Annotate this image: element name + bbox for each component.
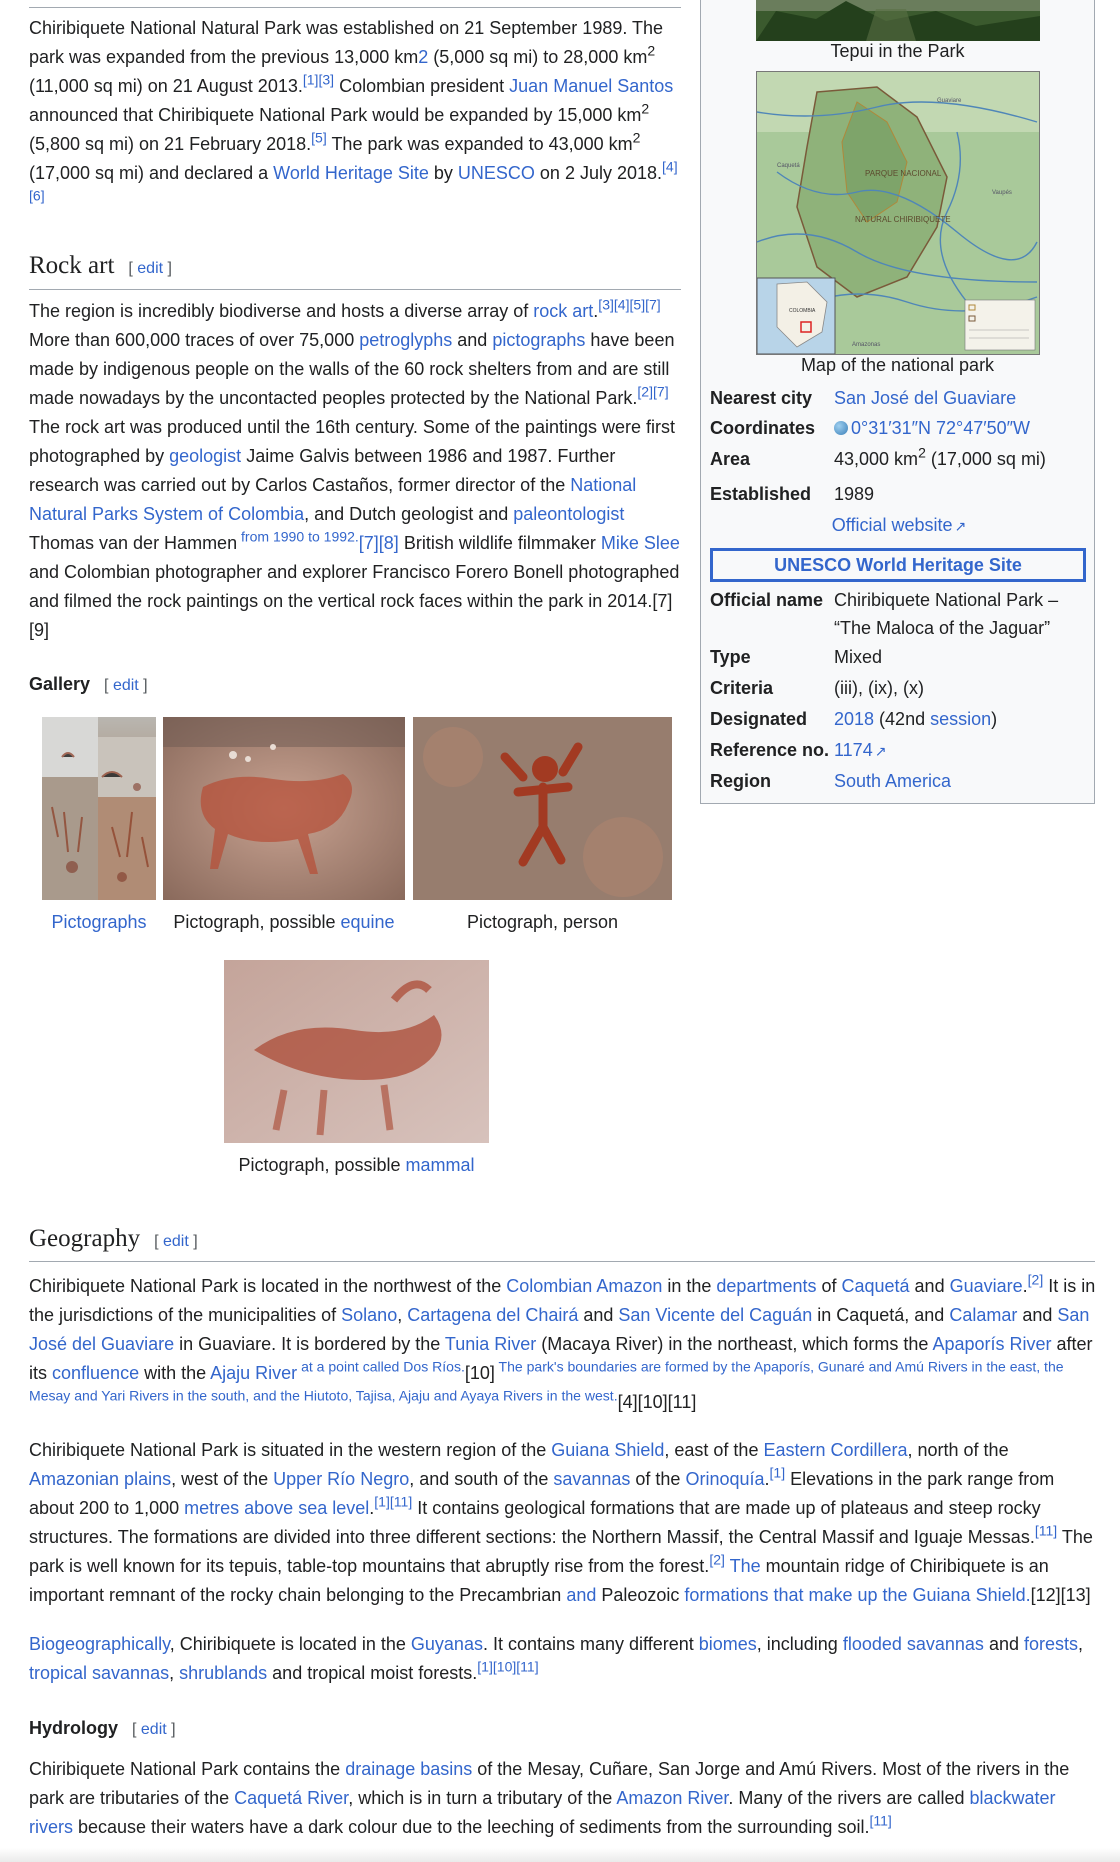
rock-art-title: Rock art — [29, 252, 115, 279]
inline-link[interactable]: [7][8] — [358, 533, 399, 553]
text-run: and — [578, 1305, 619, 1325]
text-run: The region is incredibly biodiverse and hosts a diverse array of — [29, 301, 534, 321]
section-rule — [29, 7, 681, 8]
text-run: The park is well known for its tepuis, table-top mountains that abruptly rise from the forest. — [29, 1527, 1093, 1576]
text-run: Precambrian — [459, 1585, 562, 1605]
external-link-icon: ↗ — [874, 743, 887, 759]
unesco-header-link[interactable]: UNESCO World Heritage Site — [774, 555, 1022, 575]
text-run: (5,000 sq mi) to 28,000 km — [428, 47, 648, 67]
inline-link[interactable]: Caquetá River — [234, 1788, 349, 1808]
coordinates-link[interactable]: 0°31′31″N 72°47′50″W — [851, 418, 1030, 438]
text-run: of — [816, 1276, 842, 1296]
map-label-chiribiquete: NATURAL CHIRIBIQUETE — [855, 215, 951, 224]
text-run: announced that Chiribiquete National Park would be expanded by 15,000 km — [29, 105, 642, 125]
citation-ref[interactable]: [11] — [869, 1812, 892, 1829]
inline-link[interactable]: Solano — [341, 1305, 398, 1325]
text-run: , west of the — [171, 1469, 274, 1489]
inline-link[interactable]: drainage basins — [345, 1759, 473, 1779]
gallery-image-person[interactable] — [413, 717, 672, 900]
text-run: after its — [29, 1334, 1093, 1383]
text-run: and — [983, 1634, 1024, 1654]
official-website-link[interactable]: Official website — [831, 515, 953, 535]
inline-link[interactable]: metres above sea level — [184, 1498, 370, 1518]
citation-ref[interactable]: [1][11] — [374, 1493, 413, 1510]
text-run: It contains geological formations that are made up of plateaus and steep rocky structures. The formations are divided into three different sections: the Northern Massif, the Central Massif and Iguaje Messas. — [29, 1498, 1041, 1547]
citation-ref[interactable]: [2] — [709, 1551, 725, 1568]
inline-link[interactable]: Eastern Cordillera — [763, 1440, 908, 1460]
inline-link[interactable]: San José del Guaviare — [29, 1305, 1090, 1354]
gallery-image-pictographs[interactable] — [42, 717, 156, 900]
text-run: . Many of the rivers are called — [728, 1788, 970, 1808]
text-run: , and south of the — [409, 1469, 554, 1489]
inline-link[interactable]: Calamar — [949, 1305, 1018, 1325]
citation-ref[interactable]: from 1990 to 1992. — [237, 528, 359, 545]
gallery-image-equine[interactable] — [163, 717, 405, 900]
text-run: of the — [630, 1469, 686, 1489]
text-run: [12][13] — [1030, 1585, 1091, 1605]
text-run: , — [397, 1305, 408, 1325]
inline-link[interactable]: World Heritage Site — [273, 163, 429, 183]
text-run: , and Dutch geologist and — [304, 504, 514, 524]
map-label-nacional: PARQUE NACIONAL — [865, 169, 942, 178]
citation-ref[interactable]: [1][3] — [302, 71, 335, 88]
inline-link[interactable]: and — [561, 1585, 602, 1605]
inline-link[interactable]: flooded savannas — [842, 1634, 984, 1654]
citation-ref[interactable]: [4][6] — [29, 158, 678, 204]
inline-link[interactable]: geologist — [169, 446, 242, 466]
inline-link[interactable]: Amazon River — [616, 1788, 729, 1808]
text-run: The rock art was produced until the 16th century. Some of the paintings were first photographed by — [29, 417, 675, 466]
inline-link[interactable]: departments — [716, 1276, 817, 1296]
citation-ref[interactable]: [5] — [311, 129, 327, 146]
designated-year-link[interactable]: 2018 — [834, 709, 875, 729]
pictographs-link[interactable]: Pictographs — [51, 912, 147, 932]
inline-link[interactable]: Cartagena del Chairá — [407, 1305, 579, 1325]
text-run: of Chiribiquete is an important remnant of the rocky chain belonging to the — [29, 1556, 1049, 1605]
text-run: (17,000 sq mi) and declared a — [29, 163, 274, 183]
text-run: and tropical moist forests. — [267, 1663, 478, 1683]
inline-link[interactable]: 2 — [418, 47, 429, 67]
inline-link[interactable]: shrublands — [179, 1663, 268, 1683]
geography-paragraph-3 — [29, 1630, 1099, 1688]
inline-link[interactable]: Caquetá — [841, 1276, 910, 1296]
text-run: (11,000 sq mi) on 21 August 2013. — [29, 76, 303, 96]
text-run: , east of the — [664, 1440, 764, 1460]
text-run: Elevations in the park range from about 200 to 1,000 — [29, 1469, 1055, 1518]
text-run: , — [1078, 1634, 1084, 1654]
hydrology-heading: Hydrology [ edit ] — [29, 1718, 176, 1738]
inline-link[interactable]: Tunia River — [444, 1334, 537, 1354]
inline-link[interactable]: Juan Manuel Santos — [509, 76, 674, 96]
citation-ref[interactable]: [1] — [769, 1464, 786, 1481]
citation-ref[interactable]: [2][7] — [637, 383, 669, 400]
inline-link[interactable]: National Natural Parks System of Colombia — [29, 475, 637, 524]
inline-link[interactable]: tropical savannas — [29, 1663, 170, 1683]
geography-title: Geography — [29, 1225, 141, 1252]
inline-link[interactable]: Ajaju River — [210, 1363, 298, 1383]
text-run: because their waters have a dark colour due to the leeching of sediments from the surrounding soil. — [73, 1817, 870, 1837]
text-run: (5,800 sq mi) on 21 February 2018. — [29, 134, 312, 154]
gallery-title: Gallery — [29, 674, 91, 694]
inline-link[interactable]: Orinoquía — [685, 1469, 765, 1489]
scroll-shadow — [0, 1848, 1120, 1862]
citation-ref[interactable]: The park's boundaries are formed by the Apaporís, Gunaré and Amú Rivers in the east, the Mesay and Yari Rivers in the south, and the Hiutoto, Tajisa, Ajaju and Ayaya Rivers in the west. — [29, 1358, 1064, 1404]
citation-ref[interactable]: [3][4][5][7] — [598, 296, 661, 313]
superscript: 2 — [641, 100, 650, 117]
gallery-edit-link[interactable]: edit — [112, 677, 139, 694]
text-run: and Colombian photographer and explorer Francisco Forero Bonell photographed and filmed the rock paintings on the vertical rock faces within the park in 2014. — [29, 562, 680, 611]
gallery-image-mammal[interactable] — [224, 960, 489, 1143]
infobox-map-caption: Map of the national park — [800, 355, 995, 375]
inline-link[interactable]: confluence — [52, 1363, 140, 1383]
inline-link[interactable]: biomes — [698, 1634, 757, 1654]
mammal-link[interactable]: mammal — [405, 1155, 475, 1175]
inline-link[interactable]: formations that make up the Guiana Shield. — [679, 1585, 1031, 1605]
equine-link[interactable]: equine — [340, 912, 395, 932]
inline-link[interactable]: Guyanas — [410, 1634, 483, 1654]
text-run: Thomas van der Hammen — [29, 533, 238, 553]
text-run: . It contains many different — [482, 1634, 699, 1654]
citation-ref[interactable]: [11] — [1034, 1522, 1058, 1539]
hydrology-paragraph — [29, 1755, 1099, 1842]
inline-link[interactable]: Apaporís River — [932, 1334, 1052, 1354]
inline-link[interactable]: Amazonian plains — [29, 1469, 172, 1489]
text-run: mountain ridge — [765, 1556, 885, 1576]
text-run: Colombian president — [334, 76, 510, 96]
text-run: The park was expanded to 43,000 km — [326, 134, 633, 154]
text-run: [4][10][11] — [617, 1392, 697, 1412]
reference-link[interactable]: 1174 — [834, 740, 873, 760]
text-run: . — [369, 1498, 375, 1518]
inline-link[interactable]: UNESCO — [457, 163, 535, 183]
gallery-caption-2: Pictograph, possible equine — [173, 912, 395, 932]
region-link[interactable]: South America — [834, 771, 952, 791]
text-run: British wildlife filmmaker — [398, 533, 601, 553]
text-run: . — [764, 1469, 770, 1489]
citation-ref[interactable]: [1][10][11] — [477, 1658, 539, 1675]
geography-edit-link[interactable]: edit — [162, 1233, 189, 1250]
citation-ref[interactable]: [2] — [1027, 1271, 1044, 1288]
text-run: , Chiribiquete is located in the — [169, 1634, 411, 1654]
inline-link[interactable]: The — [724, 1556, 766, 1576]
citation-ref[interactable]: at a point called Dos Ríos. — [297, 1358, 465, 1375]
inline-link[interactable]: Colombian Amazon — [506, 1276, 663, 1296]
hydrology-edit-link[interactable]: edit — [140, 1721, 167, 1738]
map-label-vaupes: Vaupés — [992, 190, 1012, 196]
text-run: . — [1022, 1276, 1028, 1296]
text-run: , which is in turn a tributary of the — [348, 1788, 617, 1808]
inline-link[interactable]: Guaviare — [949, 1276, 1023, 1296]
text-run: It is in the jurisdictions of the municipalities of — [29, 1276, 1096, 1325]
gallery-caption-4: Pictograph, possible mammal — [238, 1155, 475, 1175]
gallery-heading: Gallery [ edit ] — [29, 674, 148, 694]
inline-link[interactable]: paleontologist — [513, 504, 625, 524]
text-run: Paleozoic — [601, 1585, 680, 1605]
session-link[interactable]: session — [930, 709, 992, 729]
superscript: 2 — [647, 42, 656, 59]
gallery-caption-3: Pictograph, person — [466, 912, 619, 932]
text-run: [10] — [464, 1363, 495, 1383]
nearest-city-link[interactable]: San José del Guaviare — [834, 388, 1017, 408]
text-run: and — [1017, 1305, 1058, 1325]
inline-link[interactable]: savannas — [553, 1469, 631, 1489]
inline-link[interactable]: pictographs — [492, 330, 586, 350]
text-run: Chiribiquete National Park contains the — [29, 1759, 346, 1779]
text-run: by — [428, 163, 458, 183]
rock-art-rule — [29, 289, 681, 290]
text-run: Chiribiquete National Park is located in the northwest of the — [29, 1276, 507, 1296]
text-run: , — [169, 1663, 180, 1683]
geography-paragraph-2 — [29, 1436, 1099, 1610]
globe-icon[interactable] — [834, 421, 848, 435]
text-run: in Caquetá, and — [812, 1305, 950, 1325]
infobox-photo-caption: Tepui in the Park — [830, 41, 965, 61]
text-run: and — [909, 1276, 950, 1296]
inline-link[interactable]: Guiana Shield — [551, 1440, 665, 1460]
text-run: More than 600,000 traces of over 75,000 — [29, 330, 360, 350]
inline-link[interactable]: blackwater rivers — [29, 1788, 1056, 1837]
map-label-caqueta: Caquetá — [777, 163, 800, 169]
map-label-colombia: COLOMBIA — [789, 308, 816, 314]
map-label-amazonas: Amazonas — [852, 342, 881, 348]
history-paragraph — [29, 14, 684, 217]
text-run: of the Mesay, Cuñare, San Jorge and Amú Rivers. Most of the rivers in the park are tributaries of the — [29, 1759, 1070, 1808]
gallery-caption-1 — [30, 912, 168, 933]
map-label-guaviare: Guaviare — [937, 98, 962, 104]
text-run: on 2 July 2018. — [534, 163, 663, 183]
inline-link[interactable]: petroglyphs — [359, 330, 453, 350]
infobox-photo[interactable] — [756, 0, 1040, 41]
text-run: with the — [139, 1363, 211, 1383]
text-run: , north of the — [907, 1440, 1009, 1460]
text-run: in Guaviare. It is bordered by the — [174, 1334, 445, 1354]
infobox: Tepui in the Park PARQUE NACIONAL NATURAL CHIRIBIQUETE Guaviare Caquetá Vaupés Amazonas COLOMBIA Map of the national park Nearest city San José del Guaviare Coordinates 0°31′31″N 72°47′50″W Area 43,000 $km^2$ (17,000 sq mi) Established 1989 Official website ↗ UNESCO World Heritage Site Official name Chiribiquete National Park – “The Maloca of the Jaguar” Type Mixed Criteria (iii), (ix), (x) Designated 2018 (42nd session) Reference no. 1174 ↗ Region South America — [700, 0, 1095, 804]
inline-link[interactable]: forests — [1023, 1634, 1079, 1654]
text-run: , including — [756, 1634, 843, 1654]
text-run: have been made by indigenous people on the walls of the 60 rock shelters from and are still made nowadays by the uncontacted peoples protected by the National Park. — [29, 330, 675, 408]
text-run: (Macaya River) in the northeast, which forms the — [536, 1334, 933, 1354]
text-run: Chiribiquete National Natural Park was established on 21 September 1989. The park was expanded from the previous 13,000 km — [29, 18, 664, 67]
geography-paragraph-1 — [29, 1272, 1099, 1417]
inline-link[interactable]: Upper Río Negro — [273, 1469, 410, 1489]
inline-link[interactable]: rock art — [533, 301, 594, 321]
text-run: [7][9] — [29, 591, 673, 640]
rock-art-edit-link[interactable]: edit — [137, 260, 164, 277]
text-run: in the — [662, 1276, 717, 1296]
text-run: Jaime Galvis between 1986 and 1987. Further research was carried out by Carlos Castaños, former director of the — [29, 446, 616, 495]
unesco-header — [710, 548, 1086, 582]
external-link-icon: ↗ — [954, 518, 967, 534]
geography-rule — [29, 1261, 1095, 1262]
superscript: 2 — [632, 129, 641, 146]
inline-link[interactable]: Mike Slee — [600, 533, 680, 553]
text-run: . — [593, 301, 599, 321]
hydrology-title: Hydrology — [29, 1718, 119, 1738]
inline-link[interactable]: San Vicente del Caguán — [618, 1305, 813, 1325]
text-run: Chiribiquete National Park is situated in the western region of the — [29, 1440, 552, 1460]
rock-art-heading: Rock art [ edit ] — [29, 252, 172, 279]
inline-link[interactable]: Biogeographically — [29, 1634, 170, 1654]
infobox-map[interactable] — [756, 71, 1040, 355]
text-run: and — [452, 330, 493, 350]
geography-heading: Geography [ edit ] — [29, 1225, 198, 1252]
rock-art-paragraph — [29, 297, 684, 645]
infobox-row-website — [710, 511, 1088, 540]
